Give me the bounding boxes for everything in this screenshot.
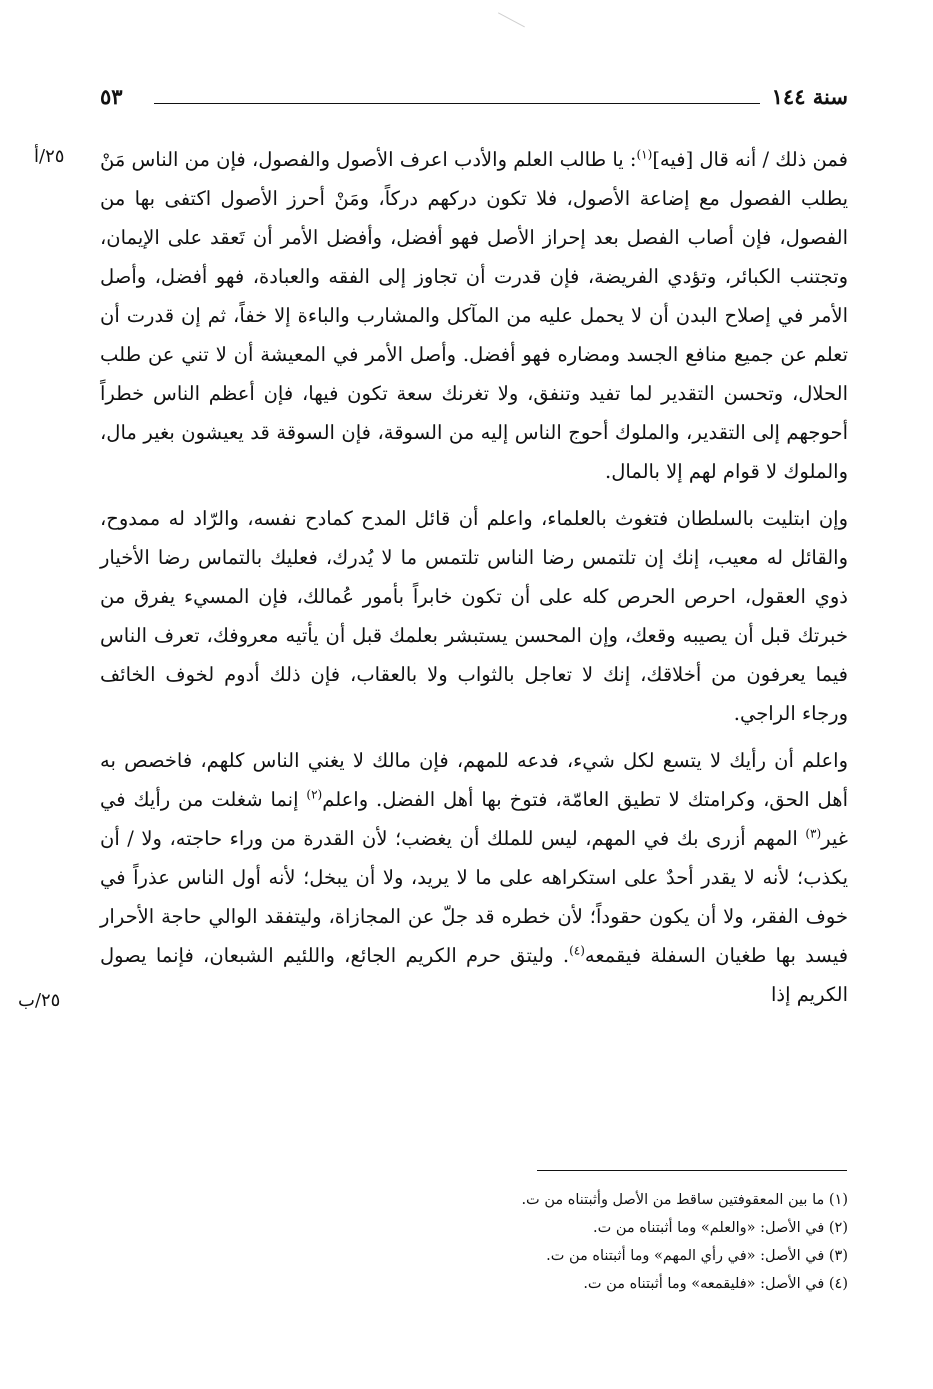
footnote-3: (٣) في الأصل: «في رأي المهم» وما أثبتناه من ت. [546,1248,848,1264]
paragraph-3 [100,741,848,1014]
paragraph-3-part-4: . وليتق حرم الكريم الجائع، واللئيم الشبعان، فإنما يصول الكريم إذا [100,944,848,1006]
paragraph-3-part-3: المهم أزرى بك في المهم، ليس للملك أن يغضب؛ لأن القدرة من وراء حاجته، ولا / أن يكذب؛ لأنه لا يقدر أحدٌ على استكراهه على ما لا يريد، ولا أن يبخل؛ لأنه أول الناس عذراً في خوف الفقر، ولا أن يكون حقوداً؛ لأن خطره قد جلّ عن المجازاة، وليتفقد الوالي حاجة الأحرار فيسد بها طغيان السفلة فيقمعه [100,827,849,967]
running-header [100,84,848,116]
footnote-2: (٢) في الأصل: «والعلم» وما أثبتناه من ت. [593,1220,848,1236]
scan-artifact-line [498,0,532,27]
footnote-4: (٤) في الأصل: «فليقمعه» وما أثبتناه من ت. [583,1276,848,1292]
paragraph-1 [100,140,848,491]
header-title: سنة ١٤٤ [771,84,848,109]
paragraph-3-part-1: واعلم أن رأيك لا يتسع لكل شيء، فدعه للمهم، فإن مالك لا يغني الناس كلهم، فاخصص به أهل الحق، وكرامتك لا تطيق العامّة، فتوخ بها أهل الفضل. واعلم [100,749,848,811]
page-number: ٥٣ [100,84,123,109]
folio-note-b: ٢٥/ب [18,990,61,1011]
footnote-ref-1: (١) [636,147,653,162]
footnote-rule [537,1170,847,1171]
paragraph-3-part-2: إنما شغلت من رأيك في غير [100,788,848,850]
main-text [100,140,848,1014]
paragraph-2: وإن ابتليت بالسلطان فتغوث بالعلماء، واعلم أن قائل المدح كمادح نفسه، والرّاد له ممدوح، والقائل له معيب، إنك إن تلتمس رضا الناس تلتمس ما لا يُدرك، فعليك بالتماس رضا الأخيار ذوي العقول، احرص الحرص كله على أن تكون خابراً بأمور عُمالك، فإن المسيء يفرق من خبرتك قبل أن يصيبه وقعك، وإن المحسن يستبشر بعلمك قبل أن يأتيه معروفك، تعرف الناس فيما يعرفون من أخلاقك، إنك لا تعاجل بالثواب ولا بالعقاب، فإن ذلك أدوم لخوف الخائف ورجاء الراجي. [100,507,848,725]
paragraph-1-start: فمن ذلك / أنه قال [فيه] [652,148,848,171]
footnote-ref-4: (٤) [569,943,585,958]
header-rule [154,103,760,104]
paragraph-1-rest: : يا طالب العلم والأدب اعرف الأصول والفصول، فإن من الناس مَنْ يطلب الفصول مع إضاعة الأصول، فلا تكون دركهم دركاً، ومَنْ أحرز الأصول اكتفى بها من الفصول، فإن أصاب الفصل بعد إحراز الأصل فهو أفضل، وأفضل الأمر أن تَعقد على الإيمان، وتجتنب الكبائر، وتؤدي الفريضة، فإن قدرت أن تجاوز إلى الفقه والعبادة، فهو أفضل، وأصل الأمر في إصلاح البدن أن لا يحمل عليه من المآكل والمشارب والباءة إلا خفاً، ثم إن قدرت أن تعلم عن جميع منافع الجسد ومضاره فهو أفضل. وأصل الأمر في المعيشة أن لا تني عن طلب الحلال، وتحسن التقدير لما تفيد وتنفق، ولا تغرنك سعة تكون فيها، فإن أعظم الناس خطراً أحوجهم إلى التقدير، والملوك أحوج الناس إليه من السوقة، فإن السوقة قد يعيشون بغير مال، والملوك لا قوام لهم إلا بالمال. [100,148,848,483]
footnote-ref-3: (٣) [805,826,822,841]
footnote-ref-2: (٢) [306,787,323,802]
footnote-1: (١) ما بين المعقوفتين ساقط من الأصل وأثبتناه من ت. [521,1192,848,1208]
footnotes [300,1186,848,1298]
folio-note-a: ٢٥/أ [34,146,65,167]
